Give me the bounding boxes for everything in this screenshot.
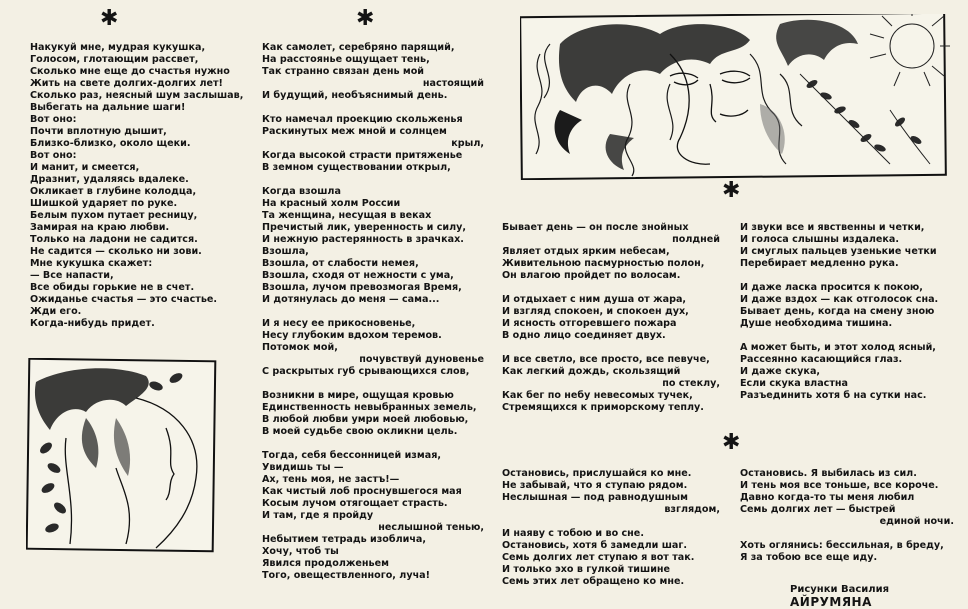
poem-line: На расстоянье ощущает тень, bbox=[262, 54, 430, 65]
poem-line: Если скука властна bbox=[740, 378, 849, 389]
poem-line: — Все напасти, bbox=[30, 270, 114, 281]
poem-line: Остановись, прислушайся ко мне. bbox=[502, 468, 692, 479]
poem-line: Не садится — сколько ни зови. bbox=[30, 246, 202, 257]
poem-line: И там, где я пройду bbox=[262, 510, 374, 521]
poem-line: Голосом, глотающим рассвет, bbox=[30, 54, 199, 65]
poem-line: И звуки все и явственны и четки, bbox=[740, 222, 925, 233]
stanza-gap bbox=[262, 102, 484, 114]
poem-line: Перебирает медленно рука. bbox=[740, 258, 899, 269]
poem-line: по стеклу, bbox=[662, 378, 720, 389]
poem-line: Бывает день, когда на смену зною bbox=[740, 306, 935, 317]
poem-line: Семь этих лет обращено ко мне. bbox=[502, 576, 685, 587]
poem-stop-part1 bbox=[502, 468, 720, 588]
poem-line: Раскинутых меж мной и солнцем bbox=[262, 126, 447, 137]
poem-line: полдней bbox=[672, 234, 720, 245]
poem-line: Разъединить хотя б на сутки нас. bbox=[740, 390, 927, 401]
illustration-credit bbox=[790, 584, 968, 609]
poem-line: Белым пухом путает ресницу, bbox=[30, 210, 198, 221]
poem-line: И манит, и смеется, bbox=[30, 162, 140, 173]
poem-line: Дразнит, удаляясь вдалеке. bbox=[30, 174, 189, 185]
stanza-gap bbox=[740, 270, 954, 282]
poem-line: И только эхо в гулкой тишине bbox=[502, 564, 671, 575]
poem-line: Являет отдых ярким небесам, bbox=[502, 246, 670, 257]
poem-line: Хоть оглянись: бессильная, в бреду, bbox=[740, 540, 944, 551]
stanza-gap bbox=[262, 378, 484, 390]
poem-line: Почти вплотную дышит, bbox=[30, 126, 167, 137]
stanza-gap bbox=[262, 174, 484, 186]
poem-line: Как самолет, серебряно парящий, bbox=[262, 42, 455, 53]
poem-line: Когда взошла bbox=[262, 186, 341, 197]
poem-cuckoo bbox=[30, 42, 250, 330]
poem-line: Живительною пасмурностью полон, bbox=[502, 258, 705, 269]
poem-line: Возникни в мире, ощущая кровью bbox=[262, 390, 454, 401]
poem-line: Давно когда-то ты меня любил bbox=[740, 492, 915, 503]
poem-line: Бывает день — он после знойных bbox=[502, 222, 689, 233]
poem-line: Рассеянно касающийся глаз. bbox=[740, 354, 903, 365]
poem-line: Взошла, bbox=[262, 246, 309, 257]
poem-line: Как легкий дождь, скользящий bbox=[502, 366, 681, 377]
poem-line: Единственность невыбранных земель, bbox=[262, 402, 477, 413]
poem-line: Неслышная — под равнодушным bbox=[502, 492, 688, 503]
poem-line: единой ночи. bbox=[879, 516, 954, 527]
poem-line: Так странно связан день мой bbox=[262, 66, 425, 77]
stanza-gap bbox=[262, 438, 484, 450]
poem-line: Сколько мне еще до счастья нужно bbox=[30, 66, 230, 77]
poem-line: Когда-нибудь придет. bbox=[30, 318, 155, 329]
stanza-gap bbox=[740, 528, 954, 540]
poem-line: Того, овеществленного, луча! bbox=[262, 570, 431, 581]
poem-line: Явился продолженьем bbox=[262, 558, 389, 569]
poem-line: И нежную растерянность в зрачках. bbox=[262, 234, 464, 245]
poem-line: Взошла, от слабости немея, bbox=[262, 258, 419, 269]
poem-line: И наяву с тобою и во сне. bbox=[502, 528, 644, 539]
poem-line: неслышной тенью, bbox=[378, 522, 484, 533]
poem-airplane bbox=[262, 42, 484, 582]
poem-line: Мне кукушка скажет: bbox=[30, 258, 153, 269]
poem-line: Несу глубоким вдохом теремов. bbox=[262, 330, 442, 341]
woman-profile-with-leaves-drawing bbox=[26, 358, 222, 556]
star-ornament-right: ✱ bbox=[722, 178, 741, 203]
poem-line: Семь долгих лет ступаю я вот так. bbox=[502, 552, 695, 563]
stanza-gap bbox=[740, 330, 954, 342]
poem-line: настоящий bbox=[422, 78, 484, 89]
poem-line: почувствуй дуновенье bbox=[359, 354, 484, 365]
poem-line: С раскрытых губ срывающихся слов, bbox=[262, 366, 470, 377]
poem-line: И я несу ее прикосновенье, bbox=[262, 318, 416, 329]
poem-line: Замирая на краю любви. bbox=[30, 222, 170, 233]
stanza-gap bbox=[502, 342, 720, 354]
poem-line: И будущий, необъяснимый день. bbox=[262, 90, 448, 101]
woman-with-hair-and-sun-drawing bbox=[520, 14, 952, 180]
poem-line: Тогда, себя бессонницей измая, bbox=[262, 450, 441, 461]
poem-day-after-heat-part2 bbox=[740, 222, 954, 402]
poem-line: И даже ласка просится к покою, bbox=[740, 282, 923, 293]
poem-line: И смуглых пальцев узенькие четки bbox=[740, 246, 937, 257]
poem-line: Вот оно: bbox=[30, 150, 77, 161]
poem-line: Ожиданье счастья — это счастье. bbox=[30, 294, 218, 305]
poem-line: И взгляд спокоен, и спокоен дух, bbox=[502, 306, 689, 317]
poem-line: Остановись, хотя б замедли шаг. bbox=[502, 540, 688, 551]
poem-line: Только на ладони не садится. bbox=[30, 234, 198, 245]
poem-line: Пречистый лик, уверенность и силу, bbox=[262, 222, 467, 233]
poem-line: Близко-близко, около щеки. bbox=[30, 138, 191, 149]
stanza-gap bbox=[502, 282, 720, 294]
star-ornament-col1: ✱ bbox=[100, 6, 119, 31]
star-ornament-bottom: ✱ bbox=[722, 430, 741, 455]
poem-line: И все светло, все просто, все певуче, bbox=[502, 354, 710, 365]
poem-line: Жди его. bbox=[30, 306, 82, 317]
stanza-gap bbox=[502, 516, 720, 528]
poem-line: В одно лицо соединяет двух. bbox=[502, 330, 666, 341]
poem-line: Накукуй мне, мудрая кукушка, bbox=[30, 42, 206, 53]
credit-prefix: Рисунки bbox=[790, 584, 838, 595]
poem-line: Жить на свете долгих-долгих лет! bbox=[30, 78, 223, 89]
poem-line: Как бег по небу невесомых тучек, bbox=[502, 390, 693, 401]
poem-line: крыл, bbox=[451, 138, 484, 149]
poem-line: Потомок мой, bbox=[262, 342, 338, 353]
poem-line: Та женщина, несущая в веках bbox=[262, 210, 432, 221]
poem-line: Сколько раз, неясный шум заслышав, bbox=[30, 90, 244, 101]
poem-line: А может быть, и этот холод ясный, bbox=[740, 342, 936, 353]
poem-line: И голоса слышны издалека. bbox=[740, 234, 899, 245]
poem-line: Взошла, лучом превозмогая Время, bbox=[262, 282, 462, 293]
poem-line: В моей судьбе свою окликни цель. bbox=[262, 426, 458, 437]
poem-line: И дотянулась до меня — сама... bbox=[262, 294, 440, 305]
poem-line: Семь долгих лет — быстрей bbox=[740, 504, 896, 515]
poem-line: Ах, тень моя, не застъ!— bbox=[262, 474, 400, 485]
poem-line: В любой любви умри моей любовью, bbox=[262, 414, 469, 425]
poem-line: Стремящихся к приморскому теплу. bbox=[502, 402, 704, 413]
poem-line: Выбегать на дальние шаги! bbox=[30, 102, 186, 113]
poem-line: И даже вздох — как отголосок сна. bbox=[740, 294, 939, 305]
credit-first-name: Василия bbox=[840, 584, 890, 595]
poem-line: Не забывай, что я ступаю рядом. bbox=[502, 480, 688, 491]
poem-line: В земном существовании открыл, bbox=[262, 162, 451, 173]
poem-line: Все обиды горькие не в счет. bbox=[30, 282, 195, 293]
poem-line: И даже скука, bbox=[740, 366, 821, 377]
poem-line: И ясность отгоревшего пожара bbox=[502, 318, 677, 329]
stanza-gap bbox=[262, 306, 484, 318]
poem-line: И отдыхает с ним душа от жара, bbox=[502, 294, 687, 305]
poem-day-after-heat-part1 bbox=[502, 222, 720, 414]
poem-line: Я за тобою все еще иду. bbox=[740, 552, 878, 563]
poem-line: Он влагою пройдет по волосам. bbox=[502, 270, 681, 281]
star-ornament-col2: ✱ bbox=[356, 6, 375, 31]
poem-line: Взошла, сходя от нежности с ума, bbox=[262, 270, 454, 281]
poem-line: Душе необходима тишина. bbox=[740, 318, 893, 329]
poem-line: Шишкой ударяет по руке. bbox=[30, 198, 178, 209]
poem-line: Окликает в глубине колодца, bbox=[30, 186, 197, 197]
poem-stop-part2 bbox=[740, 468, 954, 564]
poem-line: Небытием тетрадь изоблича, bbox=[262, 534, 427, 545]
poem-line: Вот оно: bbox=[30, 114, 77, 125]
poem-line: Когда высокой страсти притяженье bbox=[262, 150, 463, 161]
poem-line: Остановись. Я выбилась из сил. bbox=[740, 468, 917, 479]
poem-line: взглядом, bbox=[664, 504, 720, 515]
poem-line: Как чистый лоб проснувшегося мая bbox=[262, 486, 462, 497]
poem-line: Хочу, чтоб ты bbox=[262, 546, 339, 557]
poem-line: На красный холм России bbox=[262, 198, 401, 209]
poem-line: И тень моя все тоньше, все короче. bbox=[740, 480, 939, 491]
poem-line: Кто намечал проекцию скольженья bbox=[262, 114, 463, 125]
poem-line: Увидишь ты — bbox=[262, 462, 344, 473]
poem-line: Косым лучом отягощает страсть. bbox=[262, 498, 448, 509]
credit-last-name: АЙРУМЯНА bbox=[790, 595, 872, 609]
